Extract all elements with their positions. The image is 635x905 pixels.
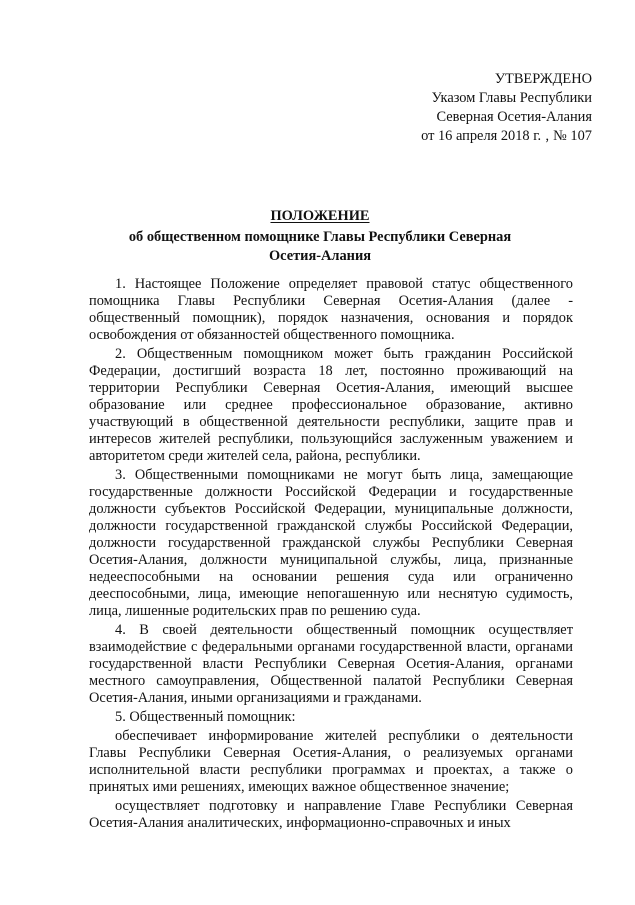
paragraph-5-item-2: осуществляет подготовку и направление Главе Республики Северная Осетия-Алания аналитических, информационно-справочных и иных — [89, 798, 573, 831]
document-title — [60, 207, 580, 266]
paragraph-1: 1. Настоящее Положение определяет правовой статус общественного помощника Главы Республики Северная Осетия-Алания (далее - общественный помощник), порядок назначения, основания и порядок освобождения от обязанностей общественного помощника. — [89, 276, 573, 343]
paragraph-5: 5. Общественный помощник: — [115, 709, 296, 725]
title-subtitle-line1: об общественном помощнике Главы Республики Северная — [128, 229, 512, 245]
paragraph-2: 2. Общественным помощником может быть гражданин Российской Федерации, достигший возраста 18 лет, постоянно проживающий на территории Республики Северная Осетия-Алания, имеющий высшее образование или среднее профессиональное образование, активно участвующий в общественной деятельности республики, защите прав и интересов жителей республики, пользующийся заслуженным уважением и авторитетом среди жителей села, района, республики. — [89, 346, 573, 464]
approval-decree: Указом Главы Республики — [431, 90, 592, 106]
title-main: ПОЛОЖЕНИЕ — [270, 208, 370, 224]
title-subtitle-line2: Осетия-Алания — [268, 248, 372, 264]
approval-date-number: от 16 апреля 2018 г. ‚ № 107 — [421, 128, 592, 144]
paragraph-5-item-1: обеспечивает информирование жителей республики о деятельности Главы Республики Северная Осетия-Алания, о реализуемых органами исполнительной власти республики программах и проектах, а также о принятых ими решениях, имеющих важное общественное значение; — [89, 728, 573, 795]
paragraph-3: 3. Общественными помощниками не могут быть лица, замещающие государственные должности Российской Федерации и государственные должности субъектов Российской Федерации, муниципальные должности, должности государственной гражданской службы Российской Федерации, должности государственной гражданской службы Республики Северная Осетия-Алания, должности муниципальной службы, лица, признанные недееспособными на основании решения суда или ограниченно дееспособными, лица, имеющие непогашенную или неснятую судимость, лица, лишенные родительских прав по решению суда. — [89, 467, 573, 619]
approval-republic: Северная Осетия-Алания — [436, 109, 592, 125]
approval-heading: УТВЕРЖДЕНО — [494, 71, 592, 87]
approval-stamp — [392, 70, 592, 146]
paragraph-4: 4. В своей деятельности общественный помощник осуществляет взаимодействие с федеральными органами государственной власти, органами государственной власти Республики Северная Осетия-Алания, органами местного самоуправления, Общественной палатой Республики Северная Осетия-Алания, иными организациями и гражданами. — [89, 622, 573, 706]
document-body — [89, 276, 573, 832]
